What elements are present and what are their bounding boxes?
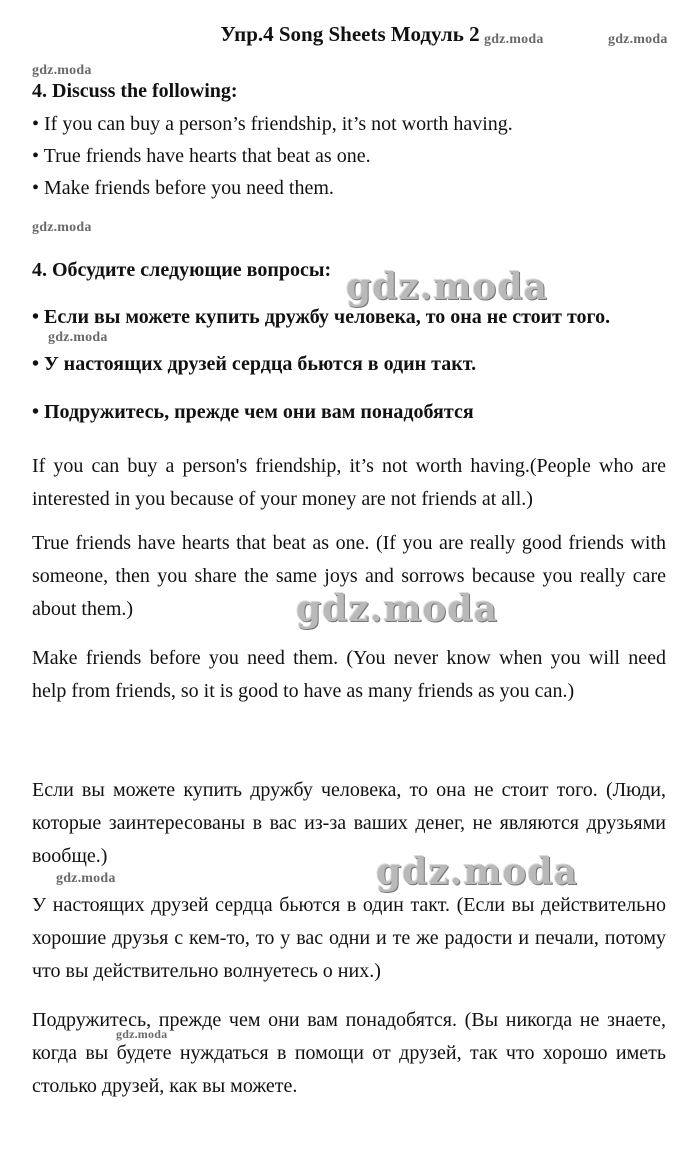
page-title: Упр.4 Song Sheets Модуль 2 bbox=[220, 22, 480, 46]
watermark-large: gdz.moda bbox=[296, 588, 498, 630]
watermark: gdz.moda bbox=[484, 32, 544, 47]
answer-paragraph-ru: Подружитесь, прежде чем они вам понадобятся. (Вы никогда не знаете, когда вы будете нуждаться в помощи от друзей, так что хорошо иметь столько друзей, как вы можете. bbox=[32, 1009, 666, 1097]
watermark: gdz.moda bbox=[116, 1027, 168, 1041]
answer-paragraph-en: True friends have hearts that beat as one. (If you are really good friends with someone, then you share the same joys and sorrows because you really care about them.) bbox=[32, 532, 666, 620]
bullet-ru: • Подружитесь, прежде чем они вам понадобятся bbox=[32, 401, 474, 423]
bullet-en: • True friends have hearts that beat as one. bbox=[32, 145, 371, 167]
watermark-large: gdz.moda bbox=[346, 266, 548, 308]
bullet-en: • If you can buy a person’s friendship, it’s not worth having. bbox=[32, 113, 513, 135]
bullet-ru: • У настоящих друзей сердца бьются в один такт. bbox=[32, 353, 477, 375]
answer-paragraph-ru: Если вы можете купить дружбу человека, то она не стоит того. (Люди, которые заинтересованы в вас из-за ваших денег, не являются друзьями вообще.) bbox=[32, 779, 666, 867]
watermark: gdz.moda bbox=[32, 220, 92, 235]
section-heading-ru: 4. Обсудите следующие вопросы: bbox=[32, 259, 332, 281]
watermark-large: gdz.moda bbox=[376, 851, 578, 893]
watermark: gdz.moda bbox=[608, 32, 668, 47]
answer-paragraph-en: If you can buy a person's friendship, it’s not worth having.(People who are interested in you because of your money are not friends at all.) bbox=[32, 455, 666, 510]
bullet-en: • Make friends before you need them. bbox=[32, 177, 334, 199]
watermark: gdz.moda bbox=[56, 871, 116, 886]
answer-paragraph-en: Make friends before you need them. (You never know when you will need help from friends, so it is good to have as many friends as you can.) bbox=[32, 647, 666, 702]
section-heading-en: 4. Discuss the following: bbox=[32, 80, 238, 102]
watermark: gdz.moda bbox=[48, 330, 108, 345]
watermark: gdz.moda bbox=[32, 63, 92, 78]
bullet-ru: • Если вы можете купить дружбу человека, то она не стоит того. bbox=[32, 306, 611, 328]
answer-paragraph-ru: У настоящих друзей сердца бьются в один такт. (Если вы действительно хорошие друзья с кем-то, то у вас одни и те же радости и печали, потому что вы действительно волнуетесь о них.) bbox=[32, 894, 666, 982]
